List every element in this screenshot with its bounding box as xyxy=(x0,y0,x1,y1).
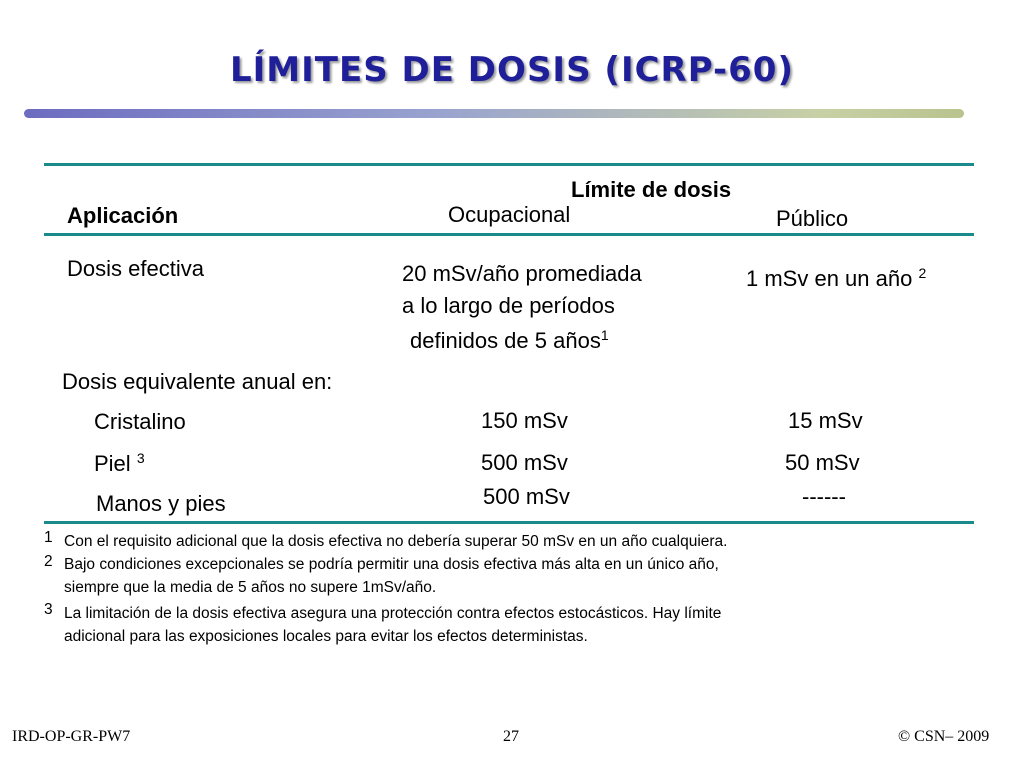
column-header-application: Aplicación xyxy=(67,203,179,228)
footnote-text: Bajo condiciones excepcionales se podría permitir una dosis efectiva más alta en un único año, xyxy=(64,556,719,573)
footnote-ref-2: 2 xyxy=(918,265,927,281)
row-label-cristalino: Cristalino xyxy=(94,409,186,434)
footer-document-code: IRD-OP-GR-PW7 xyxy=(12,728,131,745)
dose-limit-group-header: Límite de dosis xyxy=(571,177,732,202)
slide-title: LÍMITES DE DOSIS (ICRP-60) xyxy=(229,50,795,90)
footnote-ref-1: 1 xyxy=(600,327,609,343)
footer-copyright: © CSN– 2009 xyxy=(898,728,990,745)
table-bottom-rule xyxy=(44,521,974,524)
footnote-text: siempre que la media de 5 años no supere 1mSv/año. xyxy=(64,579,437,596)
column-header-occupational: Ocupacional xyxy=(448,202,571,227)
effective-dose-occupational-line-3: definidos de 5 años$^1$ xyxy=(410,327,609,353)
row-occupational-manos-y-pies: 500 mSv xyxy=(483,484,570,509)
row-label-piel: Piel $^3$ xyxy=(94,450,145,476)
footnote-number: 2 xyxy=(44,553,53,570)
equivalent-dose-header: Dosis equivalente anual en: xyxy=(62,369,333,394)
table-header-rule xyxy=(44,233,974,236)
row-label-manos-y-pies: Manos y pies xyxy=(96,491,226,516)
footnote-number: 3 xyxy=(44,601,53,618)
effective-dose-occupational-line-2: a lo largo de períodos xyxy=(402,293,615,318)
row-public-manos-y-pies: ------ xyxy=(802,484,846,509)
footer-page-number: 27 xyxy=(503,728,519,745)
row-occupational-piel: 500 mSv xyxy=(481,450,568,475)
effective-dose-public: 1 mSv en un año $^2$ xyxy=(746,265,927,291)
column-header-public: Público xyxy=(776,206,849,231)
effective-dose-occupational-line-1: 20 mSv/año promediada xyxy=(402,261,642,286)
footnote-text: La limitación de la dosis efectiva asegura una protección contra efectos estocásticos. Hay límite xyxy=(64,605,722,622)
footnote-text: Con el requisito adicional que la dosis efectiva no debería superar 50 mSv en un año cualquiera. xyxy=(64,533,728,550)
title-underline-bar xyxy=(24,109,964,118)
effective-dose-label: Dosis efectiva xyxy=(67,256,204,281)
footnote-ref-3: 3 xyxy=(136,450,145,466)
footnote-number: 1 xyxy=(44,529,53,546)
row-occupational-cristalino: 150 mSv xyxy=(481,408,568,433)
row-public-cristalino: 15 mSv xyxy=(788,408,863,433)
row-public-piel: 50 mSv xyxy=(785,450,860,475)
footnote-text: adicional para las exposiciones locales para evitar los efectos deterministas. xyxy=(64,628,588,645)
table-top-rule xyxy=(44,163,974,166)
